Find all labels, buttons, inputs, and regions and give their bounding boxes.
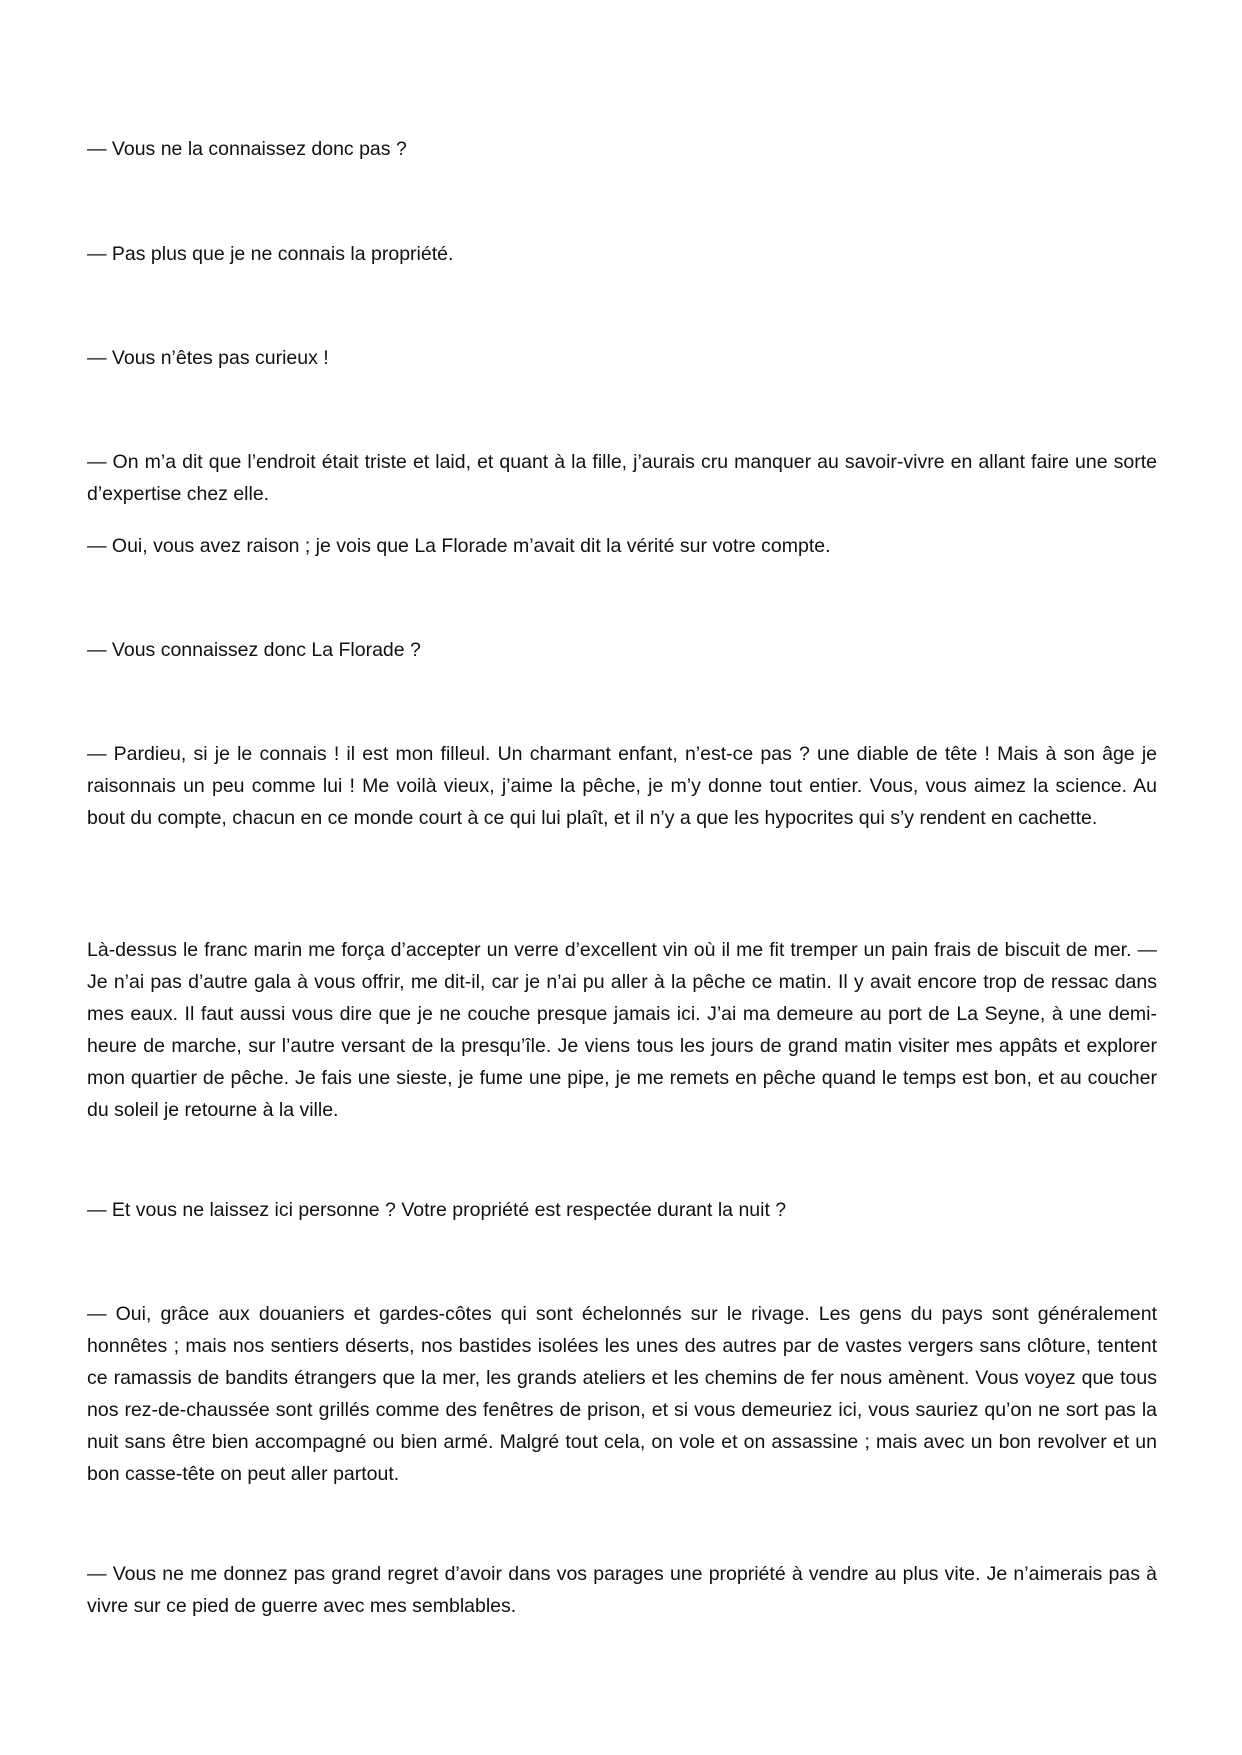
- paragraph-10: — Oui, grâce aux douaniers et gardes-côtes qui sont échelonnés sur le rivage. Les gens du pays sont généralement honnêtes ; mais nos sentiers déserts, nos bastides isolées les unes des autres par de vastes vergers sans clôture, tentent ce ramassis de bandits étrangers que la mer, les grands ateliers et les chemins de fer nous amènent. Vous voyez que tous nos rez-de-chaussée sont grillés comme des fenêtres de prison, et si vous demeuriez ici, vous sauriez qu’on ne sort pas la nuit sans être bien accompagné ou bien armé. Malgré tout cela, on vole et on assassine ; mais avec un bon revolver et un bon casse-tête on peut aller partout.: [87, 1303, 1157, 1485]
- paragraph-4: — On m’a dit que l’endroit était triste et laid, et quant à la fille, j’aurais cru manquer au savoir-vivre en allant faire une sorte d’expertise chez elle.: [87, 451, 1157, 505]
- paragraph-7: — Pardieu, si je le connais ! il est mon filleul. Un charmant enfant, n’est-ce pas ? une diable de tête ! Mais à son âge je raisonnais un peu comme lui ! Me voilà vieux, j’aime la pêche, je m’y donne tout entier. Vous, vous aimez la science. Au bout du compte, chacun en ce monde court à ce qui lui plaît, et il n’y a que les hypocrites qui s’y rendent en cachette.: [87, 743, 1157, 829]
- paragraph-2: — Pas plus que je ne connais la propriété.: [87, 243, 454, 265]
- paragraph-8: Là-dessus le franc marin me força d’accepter un verre d’excellent vin où il me fit tremper un pain frais de biscuit de mer. — Je n’ai pas d’autre gala à vous offrir, me dit-il, car je n’ai pu aller à la pêche ce matin. Il y avait encore trop de ressac dans mes eaux. Il faut aussi vous dire que je ne couche presque jamais ici. J’ai ma demeure au port de La Seyne, à une demi-heure de marche, sur l’autre versant de la presqu’île. Je viens tous les jours de grand matin visiter mes appâts et explorer mon quartier de pêche. Je fais une sieste, je fume une pipe, je me remets en pêche quand le temps est bon, et au coucher du soleil je retourne à la ville.: [87, 939, 1157, 1121]
- paragraph-3: — Vous n’êtes pas curieux !: [87, 347, 329, 369]
- paragraph-6: — Vous connaissez donc La Florade ?: [87, 639, 421, 661]
- paragraph-11: — Vous ne me donnez pas grand regret d’avoir dans vos parages une propriété à vendre au plus vite. Je n’aimerais pas à vivre sur ce pied de guerre avec mes semblables.: [87, 1563, 1157, 1617]
- paragraph-9: — Et vous ne laissez ici personne ? Votre propriété est respectée durant la nuit ?: [87, 1199, 787, 1221]
- paragraph-5: — Oui, vous avez raison ; je vois que La Florade m’avait dit la vérité sur votre compte.: [87, 535, 831, 557]
- paragraph-1: — Vous ne la connaissez donc pas ?: [87, 138, 407, 160]
